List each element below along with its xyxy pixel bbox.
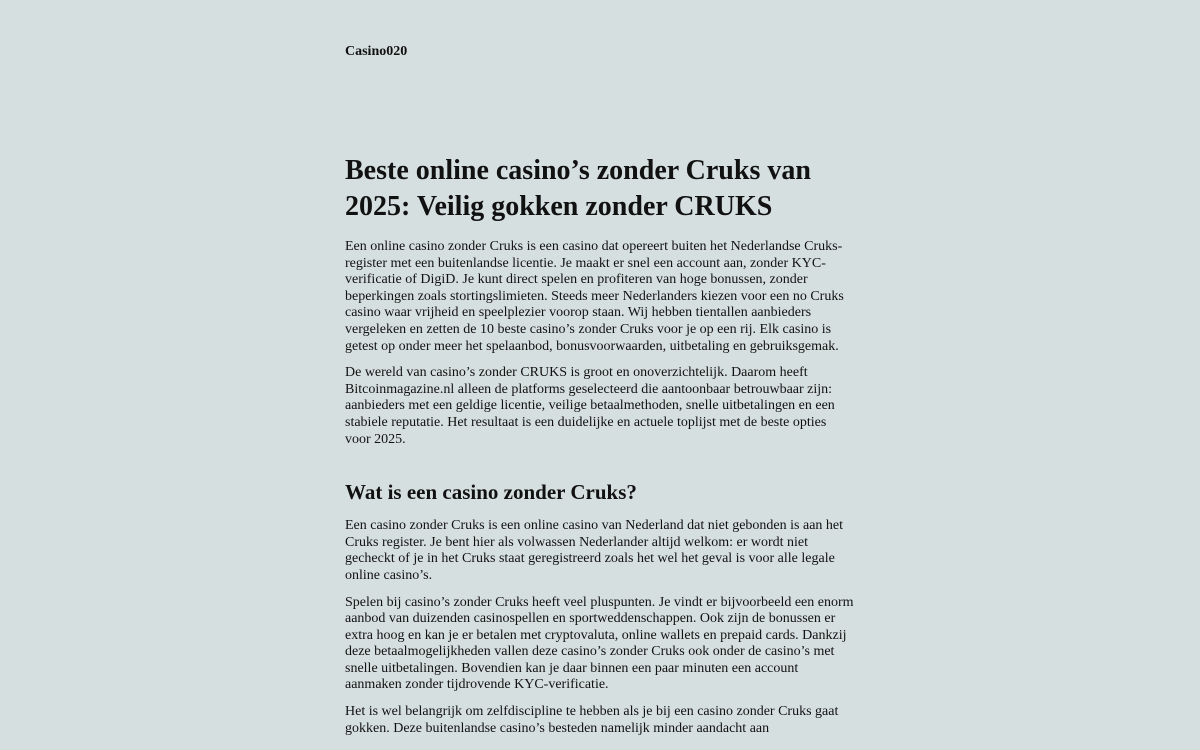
section-paragraph: Het is wel belangrijk om zelfdiscipline te hebben als je bij een casino zonder Cruks gaat gokken. Deze buitenlandse casino’s besteden namelijk minder aandacht aan xyxy=(345,704,839,736)
article-title: Beste online casino’s zonder Cruks van 2025: Veilig gokken zonder CRUKS xyxy=(345,155,811,222)
section-paragraph: Een casino zonder Cruks is een online casino van Nederland dat niet gebonden is aan het Cruks register. Je bent hier als volwassen Nederlander altijd welkom: er wordt niet gecheckt of je in het Cruks staat geregistreerd zoals het wel het geval is voor alle legale online casino’s. xyxy=(345,518,844,583)
section-heading: Wat is een casino zonder Cruks? xyxy=(345,480,637,505)
intro-paragraph: De wereld van casino’s zonder CRUKS is groot en onoverzichtelijk. Daarom heeft Bitcoinmagazine.nl alleen de platforms geselecteerd die aantoonbaar betrouwbaar zijn: aanbieders met een geldige licentie, veilige betaalmethoden, snelle uitbetalingen en een stabiele reputatie. Het resultaat is een duidelijke en actuele toplijst met de beste opties voor 2025. xyxy=(345,365,835,447)
section-paragraph: Spelen bij casino’s zonder Cruks heeft veel pluspunten. Je vindt er bijvoorbeeld een enorm aanbod van duizenden casinospellen en sportweddenschappen. Ook zijn de bonussen er extra hoog en kan je er betalen met cryptovaluta, online wallets en prepaid cards. Dankzij deze betaalmogelijkheden vallen deze casino’s zonder Cruks ook onder de casino’s met snelle uitbetalingen. Bovendien kan je daar binnen een paar minuten een account aanmaken zonder tijdrovende KYC-verificatie. xyxy=(345,594,854,693)
article-content xyxy=(345,153,855,747)
intro-paragraph: Een online casino zonder Cruks is een casino dat opereert buiten het Nederlandse Cruks-register met een buitenlandse licentie. Je maakt er snel een account aan, zonder KYC-verificatie of DigiD. Je kunt direct spelen en profiteren van hoge bonussen, zonder beperkingen zoals stortingslimieten. Steeds meer Nederlanders kiezen voor een no Cruks casino waar vrijheid en speelplezier voorop staan. Wij hebben tientallen aanbieders vergeleken en zetten de 10 beste casino’s zonder Cruks voor je op een rij. Elk casino is getest op onder meer het spelaanbod, bonusvoorwaarden, uitbetaling en gebruiksgemak. xyxy=(345,239,844,354)
site-title-link[interactable]: Casino020 xyxy=(345,44,408,59)
